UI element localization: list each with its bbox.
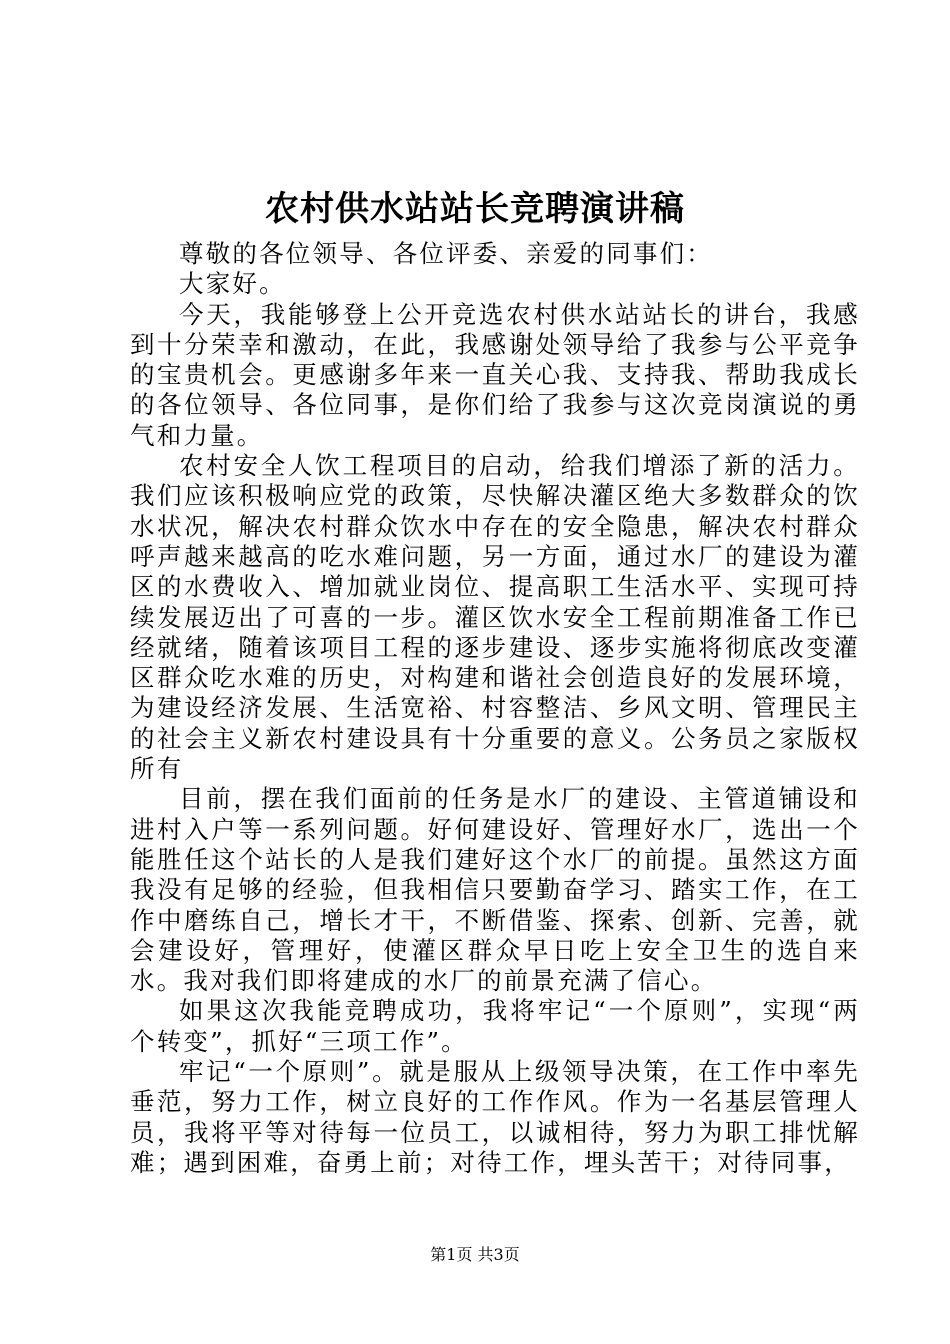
greeting-paragraph: 大家好。 bbox=[179, 269, 286, 299]
document-body bbox=[130, 239, 860, 1178]
body-paragraph: 如果这次我能竞聘成功，我将牢记“一个原则”，实现“两个转变”，抓好“三项工作”。 bbox=[130, 996, 860, 1056]
salutation-paragraph: 尊敬的各位领导、各位评委、亲爱的同事们： bbox=[179, 239, 713, 268]
body-paragraph: 目前，摆在我们面前的任务是水厂的建设、主管道铺设和进村入户等一系列问题。好何建设好、管理好水厂，选出一个能胜任这个站长的人是我们建好这个水厂的前提。虽然这方面我没有足够的经验，但我相信只要勤奋学习、踏实工作，在工作中磨练自己，增长才干，不断借鉴、探索、创新、完善，就会建设好，管理好，使灌区群众早日吃上安全卫生的选自来水。我对我们即将建成的水厂的前景充满了信心。 bbox=[130, 784, 860, 996]
body-paragraph: 今天，我能够登上公开竞选农村供水站站长的讲台，我感到十分荣幸和激动，在此，我感谢处领导给了我参与公平竞争的宝贵机会。更感谢多年来一直关心我、支持我、帮助我成长的各位领导、各位同事，是你们给了我参与这次竞岗演说的勇气和力量。 bbox=[130, 299, 860, 450]
document-title: 农村供水站站长竞聘演讲稿 bbox=[265, 189, 685, 229]
page-number-footer: 第1页 共3页 bbox=[430, 1245, 520, 1264]
body-paragraph: 农村安全人饮工程项目的启动，给我们增添了新的活力。我们应该积极响应党的政策，尽快解决灌区绝大多数群众的饮水状况，解决农村群众饮水中存在的安全隐患，解决农村群众呼声越来越高的吃水难问题，另一方面，通过水厂的建设为灌区的水费收入、增加就业岗位、提高职工生活水平、实现可持续发展迈出了可喜的一步。灌区饮水安全工程前期准备工作已经就绪，随着该项目工程的逐步建设、逐步实施将彻底改变灌区群众吃水难的历史，对构建和谐社会创造良好的发展环境，为建设经济发展、生活宽裕、村容整洁、乡风文明、管理民主的社会主义新农村建设具有十分重要的意义。公务员之家版权所有 bbox=[130, 451, 860, 784]
body-paragraph: 牢记“一个原则”。就是服从上级领导决策，在工作中率先垂范，努力工作，树立良好的工作作风。作为一名基层管理人员，我将平等对待每一位员工，以诚相待，努力为职工排忧解难；遇到困难，奋勇上前；对待工作，埋头苦干；对待同事， bbox=[130, 1057, 860, 1177]
